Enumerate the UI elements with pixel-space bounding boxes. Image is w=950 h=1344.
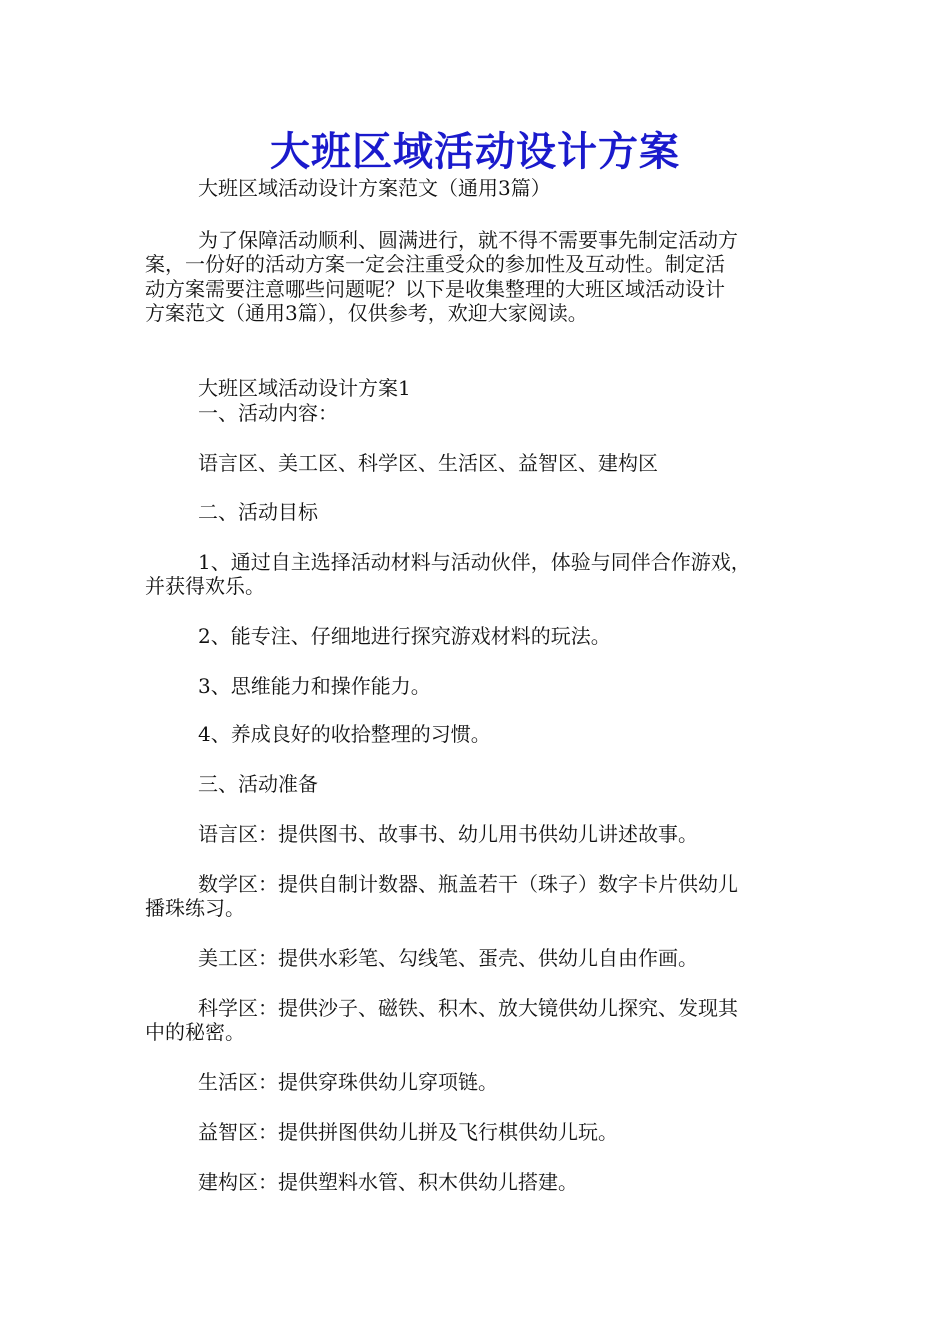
intro-line-1: 为了保障活动顺利、圆满进行，就不得不需要事先制定活动方	[198, 228, 738, 252]
prep-science-line-2: 中的秘密。	[145, 1020, 245, 1044]
content-heading: 一、活动内容：	[198, 401, 338, 425]
prep-math-line-1: 数学区：提供自制计数器、瓶盖若干（珠子）数字卡片供幼儿	[198, 872, 738, 896]
intro-line-3: 动方案需要注意哪些问题呢？以下是收集整理的大班区域活动设计	[145, 277, 725, 301]
goal-3: 3、思维能力和操作能力。	[198, 674, 431, 698]
prep-heading: 三、活动准备	[198, 772, 318, 796]
goals-heading: 二、活动目标	[198, 500, 318, 524]
prep-language: 语言区：提供图书、故事书、幼儿用书供幼儿讲述故事。	[198, 822, 698, 846]
goal-1-line-1: 1、通过自主选择活动材料与活动伙伴，体验与同伴合作游戏，	[198, 550, 751, 574]
intro-line-2: 案，一份好的活动方案一定会注重受众的参加性及互动性。制定活	[145, 252, 725, 276]
intro-line-4: 方案范文（通用3篇），仅供参考，欢迎大家阅读。	[145, 301, 588, 325]
section-heading: 大班区域活动设计方案1	[198, 376, 411, 400]
goal-1-line-2: 并获得欢乐。	[145, 574, 265, 598]
document-title: 大班区域活动设计方案	[270, 128, 680, 175]
goal-4: 4、养成良好的收拾整理的习惯。	[198, 722, 491, 746]
prep-science-line-1: 科学区：提供沙子、磁铁、积木、放大镜供幼儿探究、发现其	[198, 996, 738, 1020]
prep-math-line-2: 播珠练习。	[145, 896, 245, 920]
prep-life: 生活区：提供穿珠供幼儿穿项链。	[198, 1070, 498, 1094]
prep-build: 建构区：提供塑料水管、积木供幼儿搭建。	[198, 1170, 578, 1194]
prep-art: 美工区：提供水彩笔、勾线笔、蛋壳、供幼儿自由作画。	[198, 946, 698, 970]
document-subtitle: 大班区域活动设计方案范文（通用3篇）	[198, 176, 551, 200]
goal-2: 2、能专注、仔细地进行探究游戏材料的玩法。	[198, 624, 611, 648]
prep-puzzle: 益智区：提供拼图供幼儿拼及飞行棋供幼儿玩。	[198, 1120, 618, 1144]
areas-list: 语言区、美工区、科学区、生活区、益智区、建构区	[198, 451, 658, 475]
